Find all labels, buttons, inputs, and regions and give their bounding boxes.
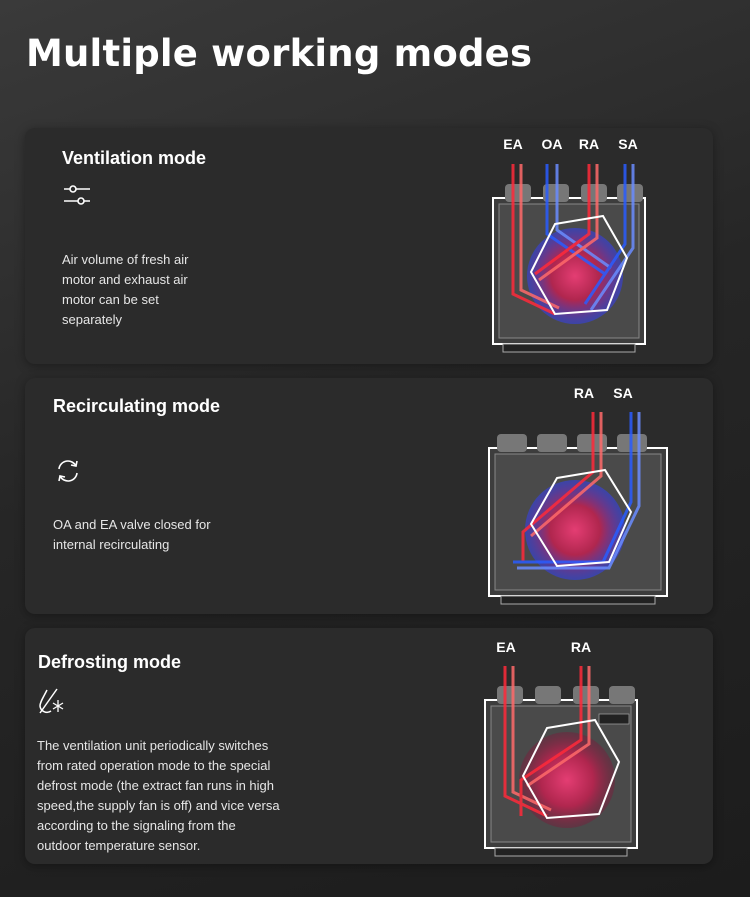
description-line: from rated operation mode to the special bbox=[37, 758, 271, 773]
defrost-icon bbox=[37, 686, 67, 716]
recirculating-mode-title: Recirculating mode bbox=[53, 396, 221, 416]
recirculate-icon bbox=[53, 456, 83, 486]
defrosting-mode-title: Defrosting mode bbox=[38, 652, 182, 672]
port-label-oa: OA bbox=[541, 136, 563, 152]
port-label-ra: RA bbox=[570, 639, 592, 655]
description-line: OA and EA valve closed for bbox=[53, 517, 211, 532]
port-label-ra: RA bbox=[578, 136, 600, 152]
defrosting-mode-description bbox=[37, 736, 280, 856]
sliders-icon bbox=[62, 180, 92, 210]
description-line: motor and exhaust air bbox=[62, 272, 188, 287]
recirculating-mode-card bbox=[25, 378, 713, 614]
port-label-ra: RA bbox=[573, 385, 595, 401]
description-line: internal recirculating bbox=[53, 537, 170, 552]
description-line: separately bbox=[62, 312, 122, 327]
recirculating-unit-illustration bbox=[483, 412, 673, 608]
ventilation-mode-card bbox=[25, 128, 713, 364]
description-line: defrost mode (the extract fan runs in high bbox=[37, 778, 275, 793]
description-line: motor can be set bbox=[62, 292, 159, 307]
port-label-sa: SA bbox=[618, 136, 638, 152]
ventilation-mode-title: Ventilation mode bbox=[62, 148, 207, 168]
description-line: according to the signaling from the bbox=[37, 818, 236, 833]
description-line: speed,the supply fan is off) and vice versa bbox=[37, 798, 280, 813]
port-label-ea: EA bbox=[503, 136, 523, 152]
port-label-ea: EA bbox=[496, 639, 516, 655]
port-label-sa: SA bbox=[613, 385, 633, 401]
ventilation-unit-illustration bbox=[485, 164, 675, 356]
ventilation-mode-description bbox=[62, 250, 188, 330]
page-title: Multiple working modes bbox=[26, 32, 533, 75]
description-line: The ventilation unit periodically switches bbox=[37, 738, 269, 753]
recirculating-mode-description bbox=[53, 515, 211, 555]
description-line: outdoor temperature sensor. bbox=[37, 838, 201, 853]
defrosting-mode-card bbox=[25, 628, 713, 864]
description-line: Air volume of fresh air bbox=[62, 252, 189, 267]
defrosting-unit-illustration bbox=[477, 666, 667, 860]
